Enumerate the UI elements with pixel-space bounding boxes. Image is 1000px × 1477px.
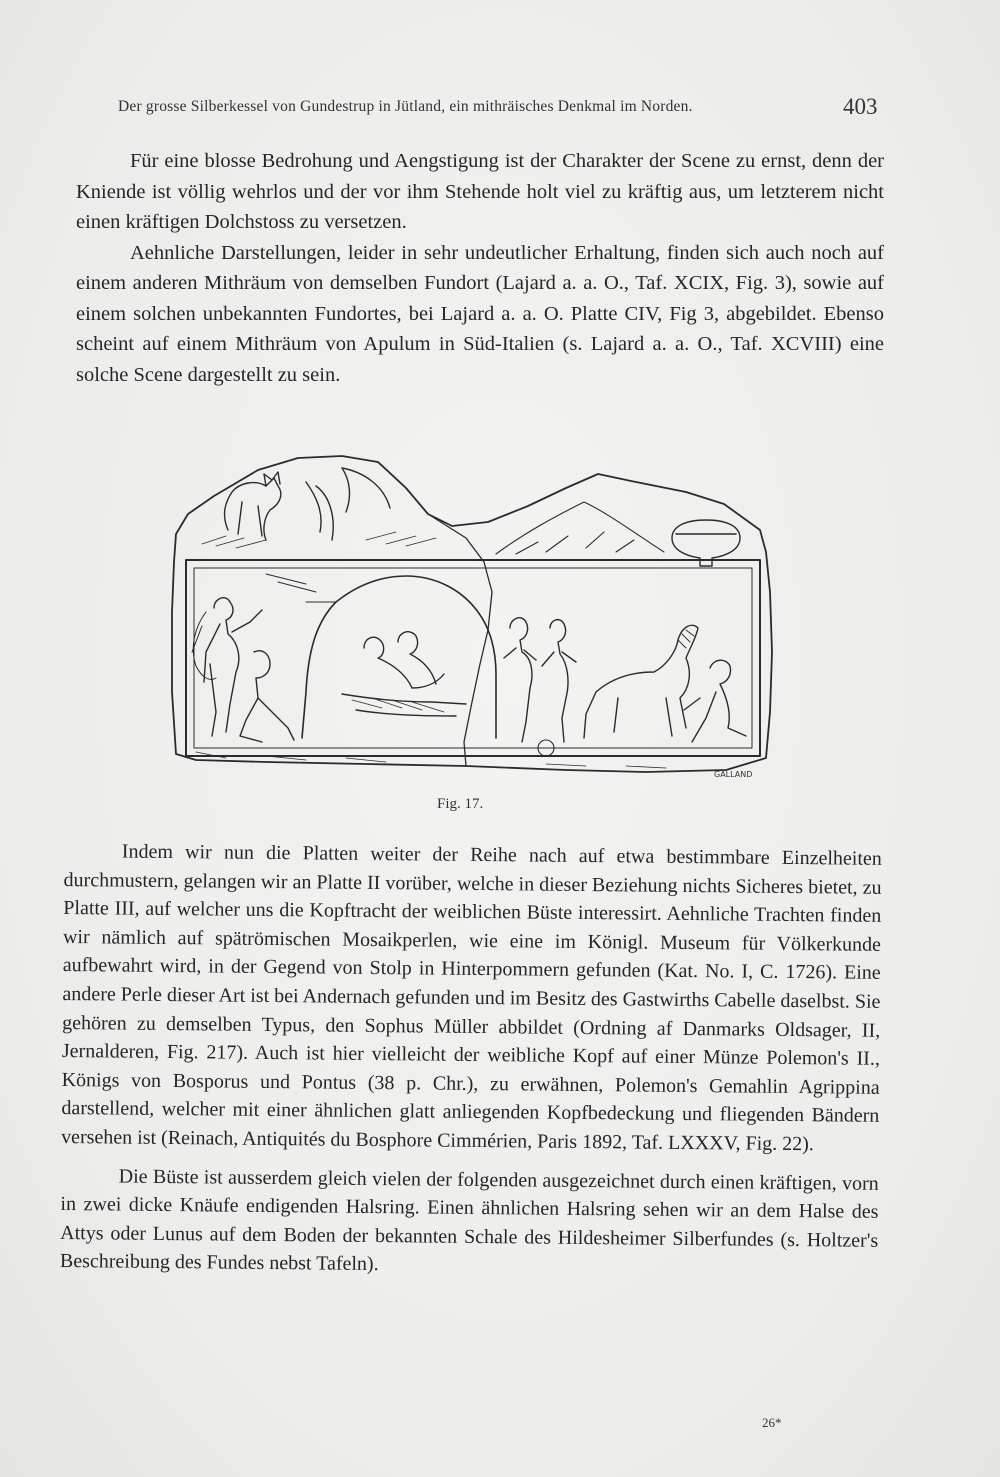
kneeling-figure: [240, 651, 294, 742]
nude-figure: [542, 620, 576, 742]
terrain-hatching: [202, 532, 436, 548]
paragraph-1: Für eine blosse Bedrohung und Aengstigung ist der Charakter der Scene zu ernst, denn der Kniende ist völlig wehrlos und der vor ihm Stehende holt viel zu kräftig aus, um letzterem nicht einen kräftigen Dolchstoss zu versetzen.: [76, 150, 884, 233]
fracture-line: [428, 514, 492, 766]
dog-figure: [225, 478, 281, 540]
standing-figure-left: [204, 598, 262, 736]
page-number: 403: [843, 94, 878, 119]
artist-signature: GALLAND: [714, 770, 753, 779]
panel-inner-frame: [194, 568, 752, 748]
slab-outline: [172, 456, 772, 772]
flying-cloak: [192, 612, 216, 680]
bull-legs: [306, 468, 390, 540]
panel-frame: [186, 560, 760, 756]
horse: [584, 625, 698, 738]
printer-signature: 26*: [762, 1415, 782, 1430]
figure-caption: Fig. 17.: [437, 796, 484, 812]
mountain: [496, 502, 664, 554]
tree-arch: [302, 576, 496, 738]
text-block-bottom: [60, 837, 882, 1284]
paragraph-2: Aehnliche Darstellungen, leider in sehr undeutlicher Erhaltung, finden sich auch noch auf einem anderen Mithräum von demselben Fundort (Lajard a. a. O., Taf. XCIX, Fig. 3), sowie auf einem solchen unbekannten Fundortes, bei Lajard a. a. O. Platte CIV, Fig 3, abgebildet. Ebenso scheint auf einem Mithräum von Apulum in Süd-Italien (s. Lajard a. a. O., Taf. XCVIII) eine solche Scene dargestellt zu sein.: [76, 241, 884, 386]
tree-branches: [266, 574, 336, 602]
paragraph-4: Die Büste ist ausserdem gleich vielen der folgenden ausgezeichnet durch einen kräftigen, vorn in zwei dicke Knäufe endigenden Halsring. Einen ähnlichen Halsring sehen wir an dem Halse des Attys oder Lunus auf dem Boden der bekannten Schale des Hildesheimer Silberfundes (s. Holtzer's Beschreibung des Fundes nebst Tafeln).: [59, 1165, 879, 1276]
running-title: Der grosse Silberkessel von Gundestrup in Jütland, ein mithräisches Denkmal im Norden.: [118, 98, 693, 115]
reclining-right-figure: [684, 660, 746, 742]
text-block-top: [76, 146, 884, 390]
torch-bearer: [504, 618, 536, 742]
paragraph-3: Indem wir nun die Platten weiter der Reihe nach auf etwa bestimmbare Einzelheiten durchmustern, gelangen wir an Platte II vorüber, welche in dieser Beziehung nichts Sicheres bietet, zu Platte III, auf welcher uns die Kopftracht der weiblichen Büste interessirt. Aehnliche Trachten finden wir nämlich auf spätrömischen Mosaikperlen, wie eine im Königl. Museum für Völkerkunde aufbewahrt wird, in der Gegend von Stolp in Hinterpommern gefunden (Kat. No. I, C. 1726). Eine andere Perle dieser Art ist bei Andernach gefunden und im Besitz des Gastwirths Cabelle daselbst. Sie gehören zu demselben Typus, den Sophus Müller abbildet (Ordning af Danmarks Oldsager, II, Jernalderen, Fig. 217). Auch ist hier vielleicht der weibliche Kopf auf einer Münze Polemon's II., Königs von Bosporus und Pontus (38 p. Chr.), zu erwähnen, Polemon's Gemahlin Agrippina darstellend, welcher mit einer ähnlichen glatt anliegenden Kopfbedeckung und fliegenden Bändern versehen ist (Reinach, Antiquités du Bosphore Cimmérien, Paris 1892, Taf. LXXXV, Fig. 22).: [61, 840, 882, 1156]
relief-illustration: [166, 452, 782, 786]
reclining-figures: [342, 632, 466, 716]
